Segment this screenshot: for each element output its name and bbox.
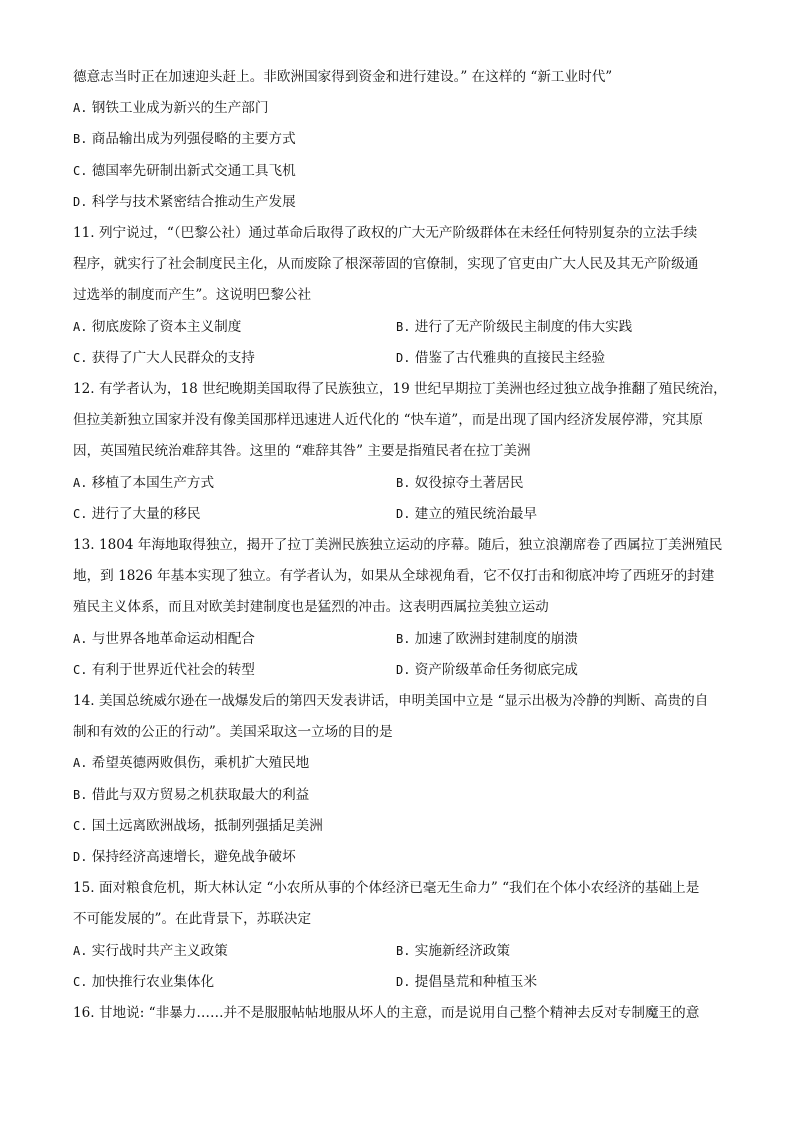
question-stem-line: 15. 面对粮食危机，斯大林认定 “小农所从事的个体经济已毫无生命力” “我们在个体小农经济的基础上是 [73,880,700,897]
question-11 [73,218,721,374]
option-c: C. 进行了大量的移民 [73,505,201,522]
question-12 [73,374,727,530]
option-a: A. 移植了本国生产方式 [73,474,215,491]
option-b: B. 进行了无产阶级民主制度的伟大实践 [396,318,633,335]
options-row [73,967,721,998]
question-stem-line: 12. 有学者认为，18 世纪晚期美国取得了民族独立，19 世纪早期拉丁美洲也经过独立战争推翻了殖民统治， [73,381,727,398]
question-13 [73,530,721,686]
option-b: B. 商品输出成为列强侵略的主要方式 [73,131,296,148]
options-row [73,936,721,967]
option-c: C. 获得了广大人民群众的支持 [73,349,255,366]
option-c: C. 国土远离欧洲战场，抵制列强插足美洲 [73,817,323,834]
question-stem-line: 因，英国殖民统治难辞其咎。这里的 “难辞其咎” 主要是指殖民者在拉丁美洲 [73,443,531,460]
question-stem-line: 14. 美国总统威尔逊在一战爆发后的第四天发表讲话，申明美国中立是 “显示出极为冷静的判断、高贵的自 [73,693,709,710]
option-c: C. 加快推行农业集体化 [73,973,215,990]
question-stem-line: 13. 1804 年海地取得独立，揭开了拉丁美洲民族独立运动的序幕。随后，独立浪潮席卷了西属拉丁美洲殖民 [73,537,723,554]
option-a: A. 彻底废除了资本主义制度 [73,318,242,335]
option-c: C. 有利于世界近代社会的转型 [73,661,255,678]
option-b: B. 借此与双方贸易之机获取最大的利益 [73,786,310,803]
option-b: B. 实施新经济政策 [396,942,510,959]
question-stem-line: 但拉美新独立国家并没有像美国那样迅速进人近代化的 “快车道”，而是出现了国内经济发展停滞，究其原 [73,412,703,429]
options-row [73,468,721,499]
option-a: A. 钢铁工业成为新兴的生产部门 [73,100,269,117]
question-stem-line: 程序，就实行了社会制度民主化，从而废除了根深蒂固的官僚制，实现了官吏由广大人民及其无产阶级通 [73,256,699,273]
question-stem-line: 过选举的制度而产生”。这说明巴黎公社 [73,287,312,304]
options-row [73,624,721,655]
question-15 [73,873,721,998]
option-b: B. 奴役掠夺土著居民 [396,474,524,491]
option-a: A. 与世界各地革命运动相配合 [73,630,255,647]
option-a: A. 希望英德两败俱伤，乘机扩大殖民地 [73,755,310,772]
question-10 [73,62,721,218]
option-c: C. 德国率先研制出新式交通工具飞机 [73,162,296,179]
option-d: D. 保持经济高速增长，避免战争破坏 [73,849,296,866]
question-stem-line: 11. 列宁说过，“（巴黎公社）通过革命后取得了政权的广大无产阶级群体在未经任何特别复杂的立法手续 [73,225,698,242]
option-d: D. 科学与技术紧密结合推动生产发展 [73,193,296,210]
question-stem-line: 16. 甘地说: “非暴力……并不是服服帖帖地服从坏人的主意，而是说用自己整个精神去反对专制魔王的意 [73,1005,700,1022]
option-d: D. 建立的殖民统治最早 [396,505,538,522]
page-content [73,62,727,1029]
option-d: D. 资产阶级革命任务彻底完成 [396,661,578,678]
options-row [73,499,721,530]
option-d: D. 提倡垦荒和种植玉米 [396,973,538,990]
question-stem-line: 德意志当时正在加速迎头赶上。非欧洲国家得到资金和进行建设。” 在这样的 “新工业时代” [73,69,613,85]
question-stem-line: 地，到 1826 年基本实现了独立。有学者认为，如果从全球视角看，它不仅打击和彻底冲垮了西班牙的封建 [73,568,715,585]
question-16 [73,998,721,1029]
question-stem-line: 殖民主义体系，而且对欧美封建制度也是猛烈的冲击。这表明西属拉美独立运动 [73,599,549,616]
option-d: D. 借鉴了古代雅典的直接民主经验 [396,349,606,366]
question-stem-line: 制和有效的公正的行动”。美国采取这一立场的目的是 [73,724,393,741]
options-row [73,312,721,343]
option-a: A. 实行战时共产主义政策 [73,942,228,959]
options-row [73,655,721,686]
question-14 [73,686,721,873]
question-stem-line: 不可能发展的”。在此背景下，苏联决定 [73,911,312,928]
options-row [73,343,721,374]
option-b: B. 加速了欧洲封建制度的崩溃 [396,630,578,647]
